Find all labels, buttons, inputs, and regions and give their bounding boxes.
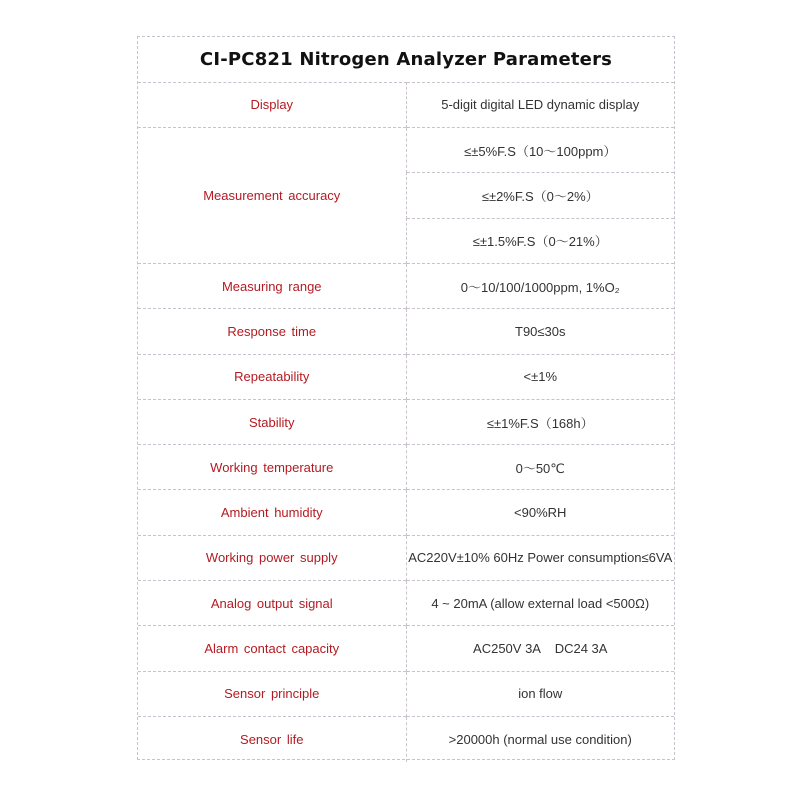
table-row bbox=[138, 626, 674, 671]
param-label-repeatability: Repeatability bbox=[138, 354, 406, 399]
param-value-accuracy-2: ≤±2%F.S（0～2%） bbox=[406, 173, 674, 218]
param-value-ambient-humidity: <90%RH bbox=[406, 490, 674, 535]
param-value-stability: ≤±1%F.S（168h） bbox=[406, 399, 674, 444]
param-value-display: 5-digit digital LED dynamic display bbox=[406, 82, 674, 127]
param-value-sensor-life: >20000h (normal use condition) bbox=[406, 716, 674, 761]
title-row bbox=[138, 37, 674, 82]
parameter-sheet bbox=[137, 36, 675, 760]
param-label-analog-output-signal: Analog output signal bbox=[138, 581, 406, 626]
param-value-working-temperature: 0～50℃ bbox=[406, 445, 674, 490]
param-label-working-temperature: Working temperature bbox=[138, 445, 406, 490]
table-row bbox=[138, 490, 674, 535]
param-label-working-power-supply: Working power supply bbox=[138, 535, 406, 580]
table-row bbox=[138, 354, 674, 399]
param-value-response-time: T90≤30s bbox=[406, 309, 674, 354]
table-row bbox=[138, 716, 674, 761]
param-value-working-power-supply: AC220V±10% 60Hz Power consumption≤6VA bbox=[406, 535, 674, 580]
param-label-ambient-humidity: Ambient humidity bbox=[138, 490, 406, 535]
param-value-accuracy-3: ≤±1.5%F.S（0～21%） bbox=[406, 218, 674, 263]
param-label-display: Display bbox=[138, 82, 406, 127]
table-row bbox=[138, 128, 674, 173]
param-label-measurement-accuracy: Measurement accuracy bbox=[138, 128, 406, 264]
table-row bbox=[138, 309, 674, 354]
table-row bbox=[138, 445, 674, 490]
table-row bbox=[138, 535, 674, 580]
param-value-alarm-contact-capacity: AC250V 3A DC24 3A bbox=[406, 626, 674, 671]
table-row bbox=[138, 82, 674, 127]
param-label-measuring-range: Measuring range bbox=[138, 263, 406, 308]
table-row bbox=[138, 263, 674, 308]
param-label-sensor-principle: Sensor principle bbox=[138, 671, 406, 716]
param-value-repeatability: <±1% bbox=[406, 354, 674, 399]
param-label-response-time: Response time bbox=[138, 309, 406, 354]
parameters-table bbox=[138, 37, 674, 762]
param-label-alarm-contact-capacity: Alarm contact capacity bbox=[138, 626, 406, 671]
param-value-accuracy-1: ≤±5%F.S（10～100ppm） bbox=[406, 128, 674, 173]
param-label-sensor-life: Sensor life bbox=[138, 716, 406, 761]
table-row bbox=[138, 671, 674, 716]
table-row bbox=[138, 581, 674, 626]
param-value-measuring-range: 0～10/100/1000ppm, 1%O₂ bbox=[406, 263, 674, 308]
table-row bbox=[138, 399, 674, 444]
param-label-stability: Stability bbox=[138, 399, 406, 444]
param-value-sensor-principle: ion flow bbox=[406, 671, 674, 716]
table-title: CI-PC821 Nitrogen Analyzer Parameters bbox=[199, 48, 613, 70]
param-value-analog-output-signal: 4 ~ 20mA (allow external load <500Ω) bbox=[406, 581, 674, 626]
